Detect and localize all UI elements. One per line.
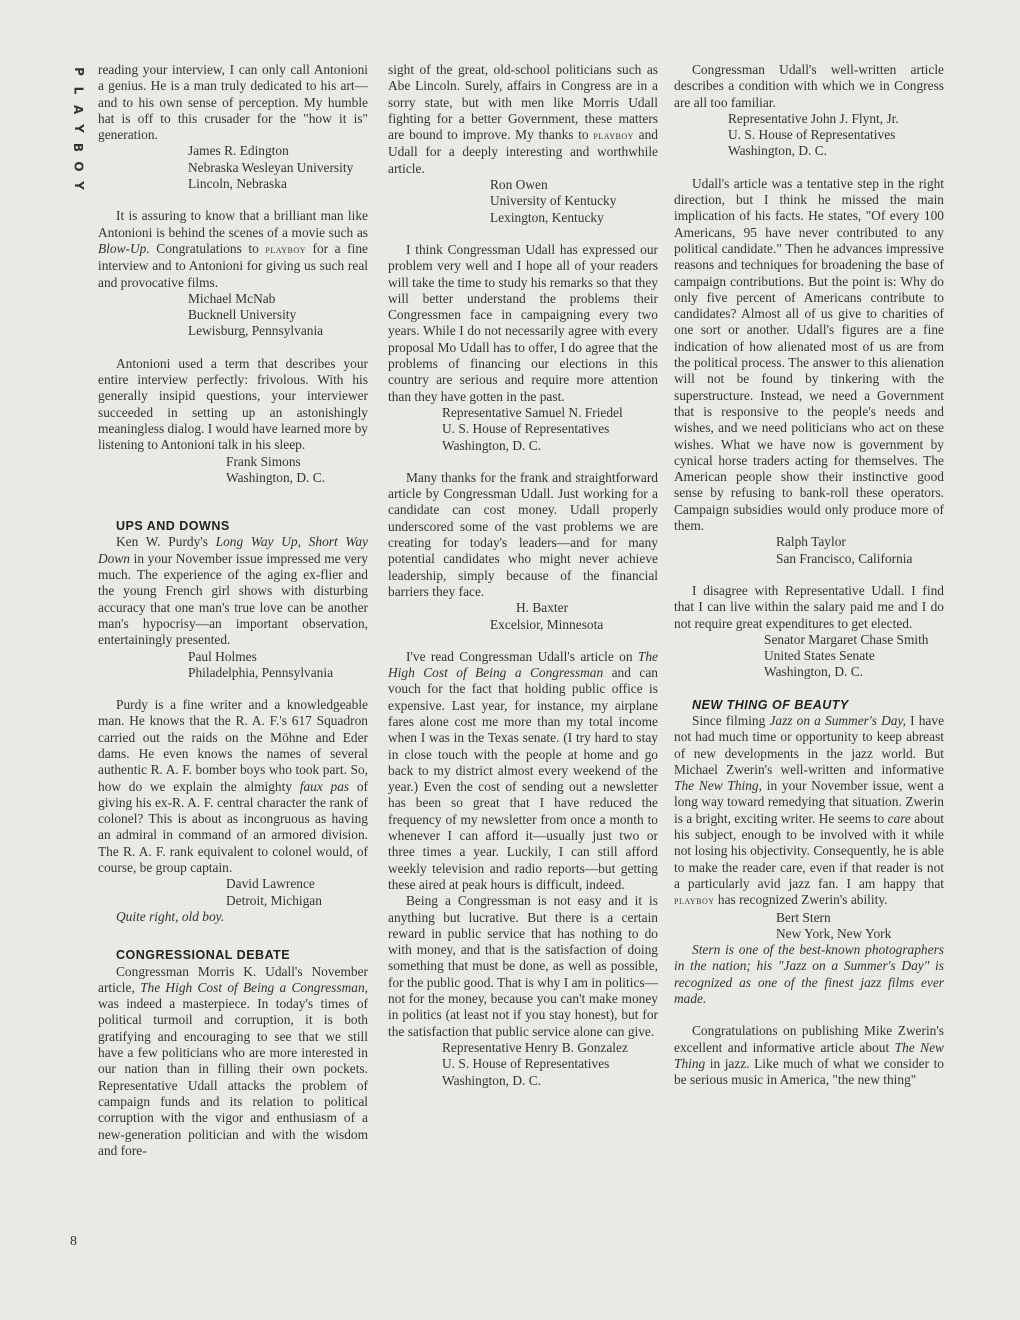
letter-body: Udall's article was a tentative step in the right direction, but I think he missed the main implication of his facts. He states, "Of every 100 Americans, 95 have never contributed to any political candidate." Then he advances impressive reasons and techniques for broadening the base of campaign contributions. But the point is: Why do only five percent of Americans contribute to candidates? Almost all of us give to charities of one sort or another. Udall's figures are a fine indication of how alienated most of us are from the political process. The answer to this alienation will not be found by tinkering with the superstructure. Instead, we need a Government that is responsive to the people's needs and wishes, and we need politicians who act on these wishes. What we have now is government by cynical horse traders acting for themselves. The American people show their instinctive good sense by refusing to bank-roll these operators. Campaign subsidies would only produce more of them.: [674, 175, 944, 534]
letter-body: I disagree with Representative Udall. I find that I can live within the salary paid me and I do not require great expenditures to get elected.: [674, 582, 944, 631]
article-title: Long Way Up, Short Way Down: [98, 534, 368, 566]
letter: [388, 649, 658, 1089]
article-title: The New Thing,: [674, 778, 762, 794]
letter-signature: Michael McNab: [188, 290, 276, 306]
letter: [98, 964, 368, 1160]
masthead-letter: P: [71, 67, 86, 76]
column-2: [388, 62, 658, 1105]
letter-body: It is assuring to know that a brilliant man like Antonioni is behind the scenes of a movie such as Blow-Up. Congratulations to playboy for a fine interview and to Antonioni for giving us such real and provocative films.: [98, 208, 368, 290]
letter-signature: Ralph Taylor: [776, 534, 846, 550]
masthead-letter: A: [71, 104, 86, 115]
section-heading-new-thing-of-beauty: NEW THING OF BEAUTY: [692, 697, 849, 712]
masthead-letter: Y: [71, 181, 86, 190]
phrase: faux pas: [299, 778, 350, 794]
letter-location: Lincoln, Nebraska: [188, 176, 287, 192]
letter-location: Excelsior, Minnesota: [490, 616, 604, 632]
brand-name: playboy: [674, 895, 715, 908]
article-title: The High Cost of Being a Congressman,: [140, 979, 368, 995]
letter: [674, 1023, 944, 1088]
letter-body: I've read Congressman Udall's article on The High Cost of Being a Congressman and can vouch for the fact that holding public office is expensive. Last year, for instance, my airplane fares alone cost me more than my total income when I was in the Texas senate. (I try hard to stay in close touch with the people at home and go back to my district almost every weekend of the year.) Even the cost of sending out a newsletter has been so great that I have reduced the frequency of my newsletter from once a month to whenever I can afford it—usually just two or three times a year. Luckily, I can still afford weekly television and radio reports—but getting these aired at peak hours is difficult, indeed.: [388, 648, 658, 892]
letter-signature: James R. Edington: [188, 143, 289, 159]
letter: [388, 470, 658, 633]
letter-signature: Paul Holmes: [188, 648, 257, 664]
letter-location: New York, New York: [776, 925, 892, 941]
letter-body: Congressman Udall's well-written article describes a condition with which we in Congress are all too familiar.: [674, 62, 944, 110]
letter: [98, 534, 368, 681]
article-title: The High Cost of Being a Congressman: [388, 648, 658, 681]
letter-signature: Representative Henry B. Gonzalez: [442, 1039, 628, 1055]
letter-location: Detroit, Michigan: [226, 892, 322, 908]
letter-affiliation: Nebraska Wesleyan University: [188, 159, 354, 175]
section-heading-ups-and-downs: UPS AND DOWNS: [116, 519, 230, 534]
letter-location: Washington, D. C.: [442, 437, 541, 453]
editor-reply: Stern is one of the best-known photographers in the nation; his "Jazz on a Summer's Day" is recognized as one of the finest jazz films ever made.: [674, 942, 944, 1007]
letter: [98, 208, 368, 339]
letter-body: reading your interview, I can only call Antonioni a genius. He is a man truly dedicated to his art—and to his own sense of perception. My humble hat is off to this crusader for the "how it is" generation.: [98, 62, 368, 143]
letter-affiliation: U. S. House of Representatives: [728, 127, 896, 143]
column-1: [98, 62, 368, 1175]
letter-location: Washington, D. C.: [226, 469, 325, 485]
letter-location: Washington, D. C.: [764, 664, 863, 680]
letter-signature: Frank Simons: [226, 453, 301, 469]
letter-body: Antonioni used a term that describes your entire interview perfectly: frivolous. With his generally insipid questions, your interviewer succeeded in setting up an astonishingly meaningless dialog. I would have learned more by listening to Antonioni talk in his sleep.: [98, 355, 368, 453]
letter-body: Purdy is a fine writer and a knowledgeable man. He knows that the R. A. F.'s 617 Squadron carried out the raids on the Möhne and Eder dams. He even knows the names of several authentic R. A. F. bomber boys who took part. So, how do we explain the almighty faux pas of giving his ex-R. A. F. central character the rank of colonel? This is about as incongruous as having an admiral in command of an armored division. The R. A. F. rank equivalent to colonel would, of course, be group captain.: [98, 697, 368, 876]
letter-location: Lewisburg, Pennsylvania: [188, 323, 324, 339]
letter-affiliation: U. S. House of Representatives: [442, 1056, 610, 1072]
letter-body: Since filming Jazz on a Summer's Day, I have not had much time or opportunity to keep abreast of new developments in the jazz world. But Michael Zwerin's well-written and informative The New Thing, in your November issue, went a long way toward remedying that situation. Zwerin is a bright, exciting writer. He seems to care about his subject, enough to be involved with it while not losing his objectivity. Consequently, he is able to make the reader care, even if that reader is not a particularly avid jazz fan. I am happy that playboy has recognized Zwerin's ability.: [674, 712, 945, 908]
letter: [98, 62, 368, 192]
letter: [674, 713, 944, 1007]
letter-signature: David Lawrence: [226, 876, 315, 892]
letter-affiliation: University of Kentucky: [490, 193, 617, 209]
masthead-letter: O: [71, 161, 86, 172]
letter: [98, 356, 368, 486]
letter-body: Congressman Morris K. Udall's November article, The High Cost of Being a Congressman, was indeed a masterpiece. In today's times of political turmoil and corruption, it is both gratifying and encouraging to see that we still have a few politicians who are more interested in our nation than in filling their own pockets. Representative Udall attacks the problem of campaign funds and its relation to political corruption with the vigor and enthusiasm of a new-generation politician and with the wisdom and fore-: [98, 963, 368, 1158]
letter-signature: Ron Owen: [490, 177, 548, 193]
letter-location: San Francisco, California: [776, 550, 913, 566]
letter-body: Many thanks for the frank and straightforward article by Congressman Udall. Just working for a candidate can cost money. Udall properly underscored some of the vast problems we are creating for today's leaders—and for many potential candidates who might never achieve leadership, simply because of the financial barriers they face.: [388, 469, 658, 599]
masthead-letter: B: [71, 142, 86, 153]
brand-name: playboy: [265, 243, 306, 256]
masthead-letter: L: [71, 86, 86, 95]
editor-reply: Quite right, old boy.: [116, 908, 225, 924]
film-title: Blow-Up.: [98, 240, 150, 256]
letter-affiliation: U. S. House of Representatives: [442, 421, 610, 437]
letter: [674, 583, 944, 681]
letter-body: sight of the great, old-school politicians such as Abe Lincoln. Surely, affairs in Congress are in a sorry state, but with men like Morris Udall fighting for a better Government, these matters are bound to improve. My thanks to playboy and Udall for a deeply interesting and worthwhile article.: [388, 62, 658, 176]
letter-location: Philadelphia, Pennsylvania: [188, 664, 334, 680]
letter-body: Congratulations on publishing Mike Zwerin's excellent and informative article about The New Thing in jazz. Like much of what we consider to be serious music in America, "the new thing": [674, 1023, 944, 1088]
emphasis: care: [887, 810, 911, 826]
letter-signature: Senator Margaret Chase Smith: [764, 631, 929, 647]
column-3: [674, 62, 944, 1105]
section-heading-congressional-debate: CONGRESSIONAL DEBATE: [116, 948, 291, 963]
film-title: Jazz on a Summer's Day,: [769, 712, 907, 728]
letter-location: Washington, D. C.: [728, 143, 827, 159]
brand-name: playboy: [593, 130, 634, 143]
masthead-vertical: [68, 62, 84, 195]
article-title: The New Thing: [674, 1039, 944, 1071]
letter: [388, 242, 658, 454]
page-number: 8: [70, 1234, 77, 1249]
letter-location: Washington, D. C.: [442, 1072, 541, 1088]
letter-signature: H. Baxter: [516, 600, 569, 616]
letter-body: Ken W. Purdy's Long Way Up, Short Way Down in your November issue impressed me very much. The experience of the aging ex-flier and the young French girl shows with disturbing accuracy that one man's true love can be another man's hypocrisy—an important observation, entertainingly presented.: [98, 534, 368, 648]
letter-body: Being a Congressman is not easy and it is anything but lucrative. But there is a certain reward in public service that has nothing to do with money, and that is the satisfaction of doing something that must be done, as well as possible, for the public good. That is why I am in politics—not for the money, because you can't make money in politics (at least not if you stay honest), but for the satisfaction that public service alone can give.: [388, 893, 658, 1039]
letter-affiliation: Bucknell University: [188, 307, 297, 323]
letter-body: I think Congressman Udall has expressed our problem very well and I hope all of your readers will take the time to study his remarks so that they will better understand the problems their Congressmen face in campaigning every two years. While I do not necessarily agree with every proposal Mo Udall has to offer, I do agree that the problems of financing our elections in this country are serious and require more attention than they have gotten in the past.: [388, 241, 658, 404]
letter: [674, 62, 944, 160]
letter-signature: Representative Samuel N. Friedel: [442, 404, 623, 420]
letter-signature: Representative John J. Flynt, Jr.: [728, 110, 899, 126]
masthead-letter: Y: [71, 124, 86, 133]
letter: [388, 62, 658, 226]
letter-affiliation: United States Senate: [764, 648, 875, 664]
letter-location: Lexington, Kentucky: [490, 209, 604, 225]
letter: [674, 176, 944, 567]
letter-signature: Bert Stern: [776, 909, 831, 925]
letter: [98, 697, 368, 925]
